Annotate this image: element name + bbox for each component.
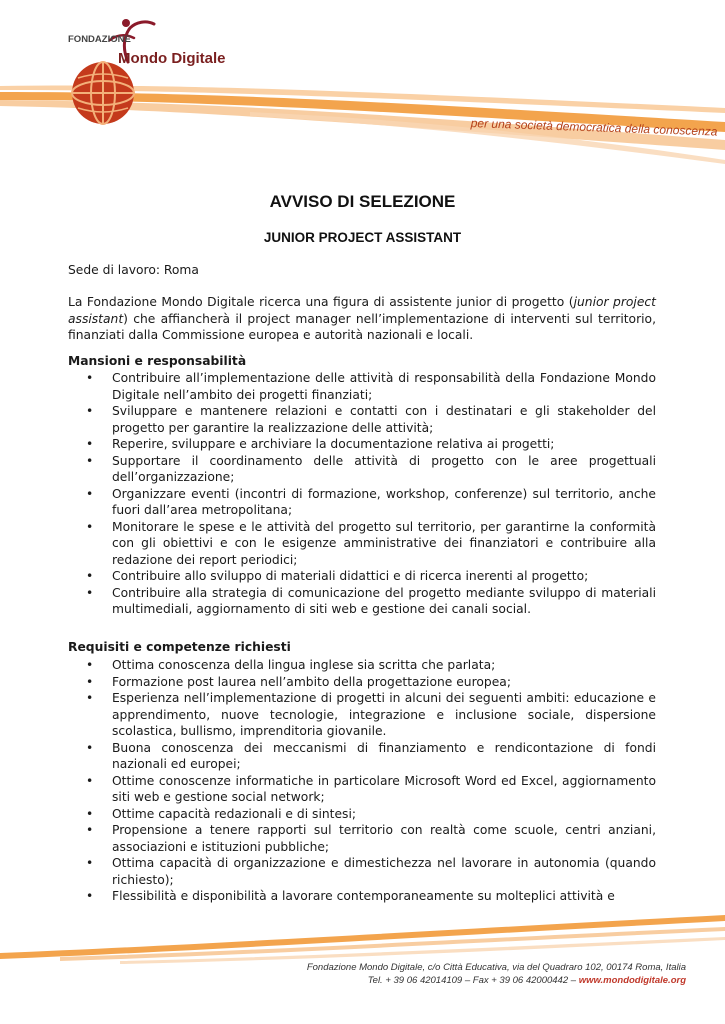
intro-text-end: ) che affiancherà il project manager nell’implementazione di interventi sul territorio, finanziati dalla Commissione europea e autorità nazionali e locali. (68, 311, 656, 342)
bullet-icon: • (86, 740, 94, 755)
list-item: • Ottima conoscenza della lingua inglese sia scritta che parlata; (86, 658, 496, 672)
list-item: • Ottima capacità di organizzazione e dimestichezza nel lavorare in autonomia (quando richiesto); (86, 856, 656, 887)
bullet-icon: • (86, 856, 94, 870)
requirements-list (68, 657, 656, 905)
list-item: • Sviluppare e mantenere relazioni e contatti con i destinatari e gli stakeholder del progetto per garantire la realizzazione delle attività; (86, 404, 656, 435)
list-item: • Ottime capacità redazionali e di sintesi; (86, 806, 357, 821)
bullet-icon: • (86, 889, 94, 903)
intro-paragraph (68, 294, 656, 344)
list-item: • Contribuire allo sviluppo di materiali didattici e di ricerca inerenti al progetto; (86, 569, 589, 583)
bullet-icon: • (86, 371, 94, 385)
responsibilities-heading: Mansioni e responsabilità (68, 354, 247, 368)
bullet-icon: • (86, 806, 94, 821)
list-item: • Monitorare le spese e le attività del progetto sul territorio, per garantirne la conformità con gli obiettivi e con le esigenze amministrative dei finanziatori e contribuire alla redazione dei report periodici; (86, 519, 656, 567)
bullet-icon: • (86, 437, 94, 451)
intro-text-start: La Fondazione Mondo Digitale ricerca una figura di assistente junior di progetto ( (68, 295, 574, 309)
footer-contacts (368, 975, 686, 986)
bullet-icon: • (86, 486, 94, 501)
bullet-icon: • (86, 569, 94, 583)
bullet-icon: • (86, 453, 94, 468)
intro-text-italic: junior project assistant (68, 295, 656, 326)
page-title: AVVISO DI SELEZIONE (269, 192, 456, 211)
requirements-heading: Requisiti e competenze richiesti (68, 640, 291, 654)
list-item: • Contribuire alla strategia di comunicazione del progetto mediante sviluppo di materiali multimediali, aggiornamento di siti web e gestione dei canali social. (86, 585, 656, 616)
globe-logo-icon (70, 60, 136, 126)
footer-address: Fondazione Mondo Digitale, c/o Città Educativa, via del Quadraro 102, 00174 Roma, Italia (306, 962, 686, 973)
list-item: • Supportare il coordinamento delle attività di progetto con le aree progettuali dell’organizzazione; (86, 453, 656, 484)
bullet-icon: • (86, 773, 94, 788)
bullet-icon: • (86, 823, 94, 837)
responsibilities-list (68, 370, 656, 618)
bullet-icon: • (86, 404, 94, 418)
work-location: Sede di lavoro: Roma (68, 263, 199, 277)
list-item: • Ottime conoscenze informatiche in particolare Microsoft Word ed Excel, aggiornamento siti web e gestione social network; (86, 773, 656, 804)
org-label-big: Mondo Digitale (118, 50, 226, 67)
list-item: • Propensione a tenere rapporti sul territorio con realtà come scuole, centri anziani, associazioni e istituzioni pubbliche; (86, 823, 656, 854)
footer-swoosh-graphic (0, 905, 725, 965)
list-item: • Flessibilità e disponibilità a lavorare contemporaneamente su molteplici attività e (86, 889, 615, 903)
footer-website-link[interactable]: www.mondodigitale.org (578, 975, 686, 986)
bullet-icon: • (86, 585, 94, 600)
list-item: • Organizzare eventi (incontri di formazione, workshop, conferenze) sul territorio, anche fuori dall’area metropolitana; (86, 486, 656, 517)
list-item: • Formazione post laurea nell’ambito della progettazione europea; (86, 674, 511, 689)
header-tagline: per una società democratica della conoscenza (470, 116, 718, 139)
list-item: • Buona conoscenza dei meccanismi di finanziamento e rendicontazione di fondi nazionali ed europei; (86, 740, 656, 771)
footer-phone-fax: Tel. + 39 06 42014109 – Fax + 39 06 42000442 – (367, 975, 579, 986)
bullet-icon: • (86, 691, 94, 705)
bullet-icon: • (86, 658, 94, 672)
page-subtitle: JUNIOR PROJECT ASSISTANT (263, 230, 462, 245)
list-item: • Contribuire all’implementazione delle attività di responsabilità della Fondazione Mondo Digitale nell’ambito dei progetti finanziati; (86, 371, 656, 402)
list-item: • Reperire, sviluppare e archiviare la documentazione relativa ai progetti; (86, 437, 555, 451)
bullet-icon: • (86, 519, 94, 534)
bullet-icon: • (86, 674, 94, 689)
org-label-small: FONDAZIONE (68, 34, 131, 45)
list-item: • Esperienza nell’implementazione di progetti in alcuni dei seguenti ambiti: educazione e apprendimento, nuove tecnologie, integrazione e inclusione sociale, dispersione scolastica, bullismo, imprenditoria giovanile. (86, 691, 656, 738)
